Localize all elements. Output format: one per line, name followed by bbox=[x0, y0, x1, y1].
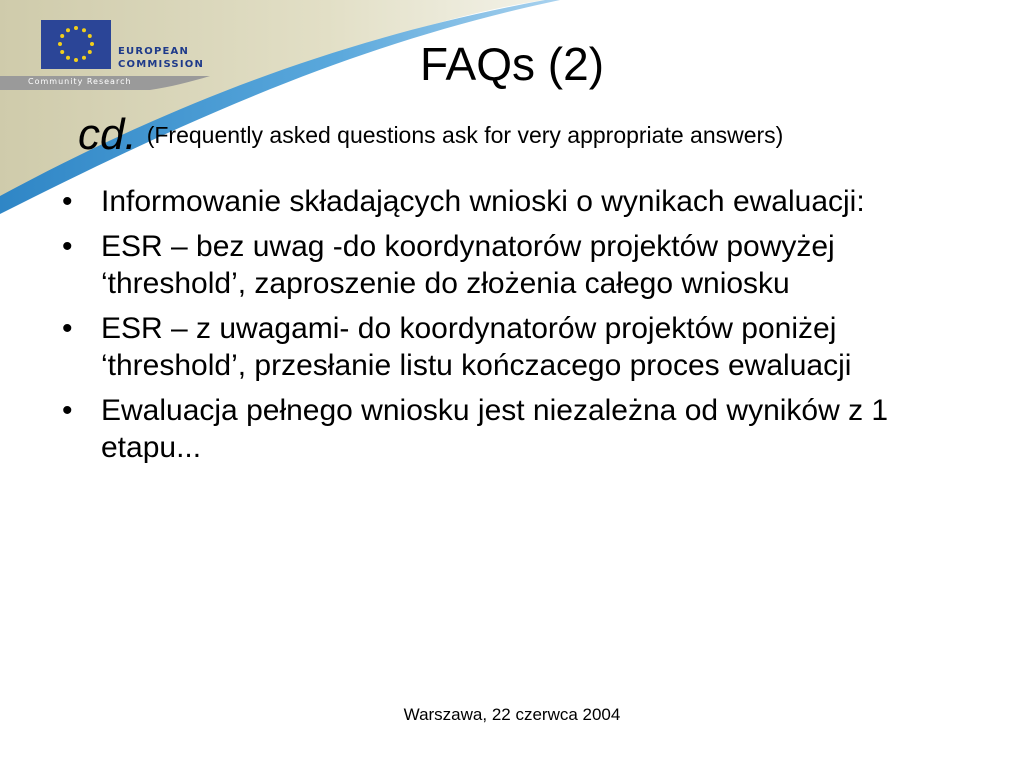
list-item bbox=[62, 392, 962, 466]
bullet-icon: • bbox=[62, 185, 73, 218]
ec-line-1: EUROPEAN bbox=[118, 46, 190, 57]
bullet-text: ESR – z uwagami- do koordynatorów projektów poniżej ‘threshold’, przesłanie listu kończacego proces ewaluacji bbox=[101, 312, 852, 382]
ec-line-2: COMMISSION bbox=[118, 59, 205, 70]
footer-text: Warszawa, 22 czerwca 2004 bbox=[403, 705, 621, 724]
slide-subtitle bbox=[78, 110, 783, 160]
community-research-label: Community Research bbox=[28, 77, 132, 86]
bullet-text: Informowanie składających wnioski o wynikach ewaluacji: bbox=[101, 185, 865, 218]
bullet-text: ESR – bez uwag -do koordynatorów projektów powyżej ‘threshold’, zaproszenie do złożenia całego wniosku bbox=[101, 230, 835, 300]
subtitle-cd: cd. bbox=[78, 110, 137, 159]
bullet-icon: • bbox=[62, 394, 73, 427]
slide-footer bbox=[0, 705, 1024, 725]
bullet-icon: • bbox=[62, 230, 73, 263]
list-item bbox=[62, 228, 962, 302]
bullet-text: Ewaluacja pełnego wniosku jest niezależna od wyników z 1 etapu... bbox=[101, 394, 889, 464]
bullet-list bbox=[62, 183, 962, 474]
bullet-icon: • bbox=[62, 312, 73, 345]
list-item bbox=[62, 183, 962, 220]
slide-title-text: FAQs (2) bbox=[419, 38, 605, 90]
slide-title bbox=[0, 36, 1024, 92]
list-item bbox=[62, 310, 962, 384]
subtitle-parenthetical: (Frequently asked questions ask for very appropriate answers) bbox=[146, 122, 784, 148]
